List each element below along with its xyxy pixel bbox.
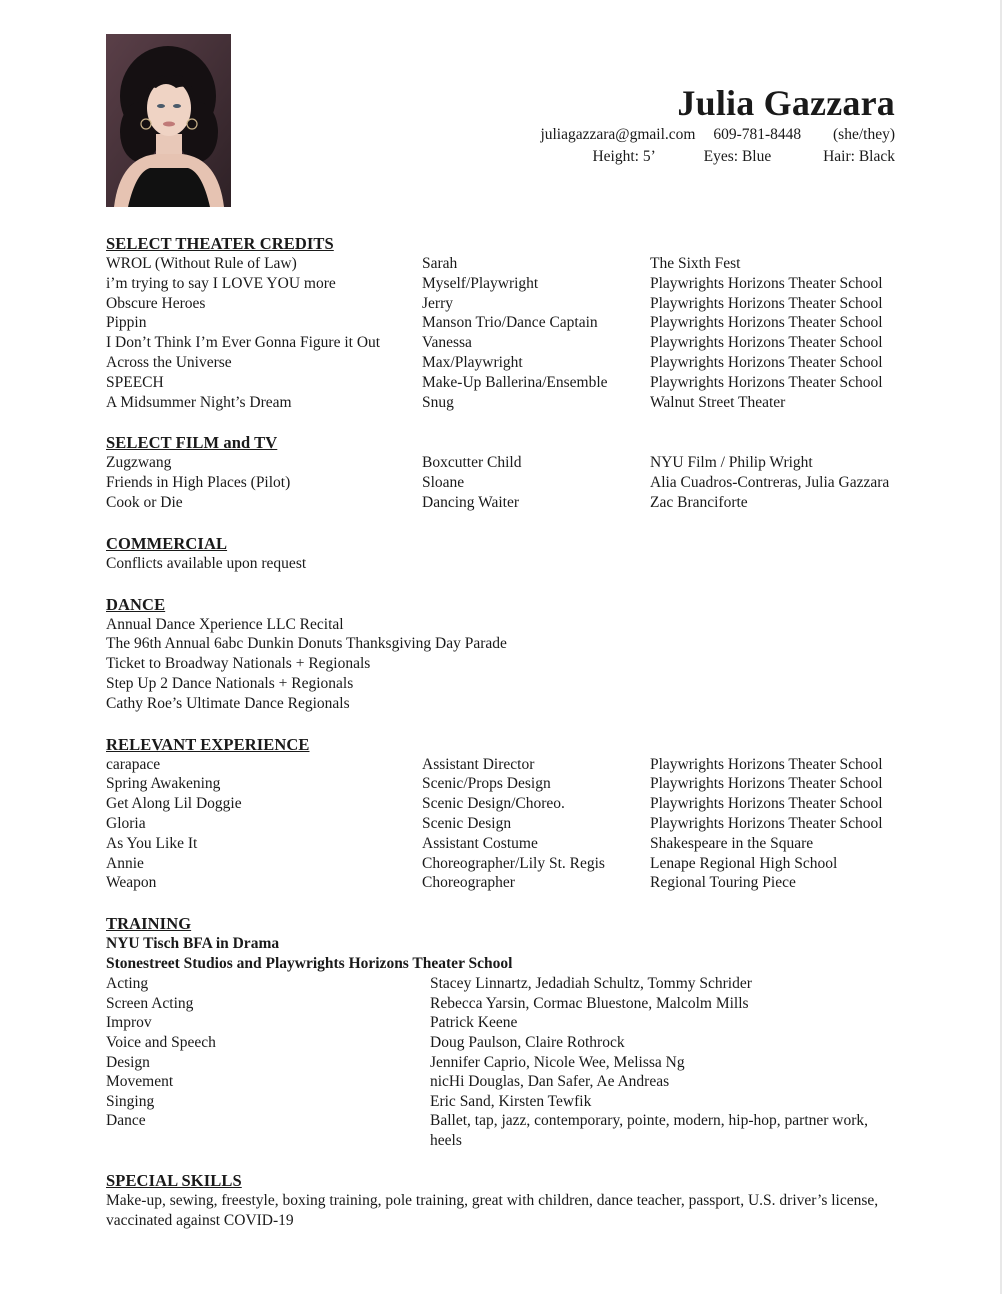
commercial-section (106, 533, 896, 574)
role: Scenic/Props Design (422, 775, 551, 793)
venue: Alia Cuadros-Contreras, Julia Gazzara (650, 474, 890, 492)
venue: Playwrights Horizons Theater School (650, 775, 883, 793)
theater-section (106, 233, 896, 412)
table-row (106, 453, 896, 473)
section-title-training: TRAINING (106, 914, 192, 934)
instructors: Jennifer Caprio, Nicole Wee, Melissa Ng (430, 1053, 685, 1071)
attributes-row (540, 146, 895, 168)
project-title: Friends in High Places (Pilot) (106, 474, 291, 492)
dance-section (106, 594, 896, 714)
role: Boxcutter Child (422, 454, 522, 472)
venue: Walnut Street Theater (650, 393, 786, 411)
headshot-photo (106, 34, 231, 207)
role: Sarah (422, 255, 458, 272)
instructors: Ballet, tap, jazz, contemporary, pointe, modern, hip-hop, partner work, heels (430, 1112, 869, 1149)
table-row (106, 774, 896, 794)
contact-row (540, 124, 895, 146)
role: Scenic Design/Choreo. (422, 795, 565, 813)
role: Snug (422, 393, 454, 411)
list-item: Cathy Roe’s Ultimate Dance Regionals (106, 694, 350, 712)
instructors: Rebecca Yarsin, Cormac Bluestone, Malcolm Mills (430, 994, 749, 1012)
table-row (106, 1013, 896, 1033)
venue: Playwrights Horizons Theater School (650, 274, 883, 292)
section-title-film: SELECT FILM and TV (106, 433, 278, 453)
full-name: Julia Gazzara (677, 83, 895, 123)
project-title: Annie (106, 854, 144, 872)
venue: Regional Touring Piece (650, 874, 796, 892)
venue: The Sixth Fest (650, 255, 741, 272)
role: Dancing Waiter (422, 493, 520, 511)
venue: Playwrights Horizons Theater School (650, 334, 883, 352)
role: Assistant Costume (422, 834, 538, 852)
discipline: Acting (106, 975, 149, 993)
project-title: i’m trying to say I LOVE YOU more (106, 274, 336, 292)
role: Manson Trio/Dance Captain (422, 314, 598, 332)
commercial-text: Conflicts available upon request (106, 554, 307, 572)
list-item: Step Up 2 Dance Nationals + Regionals (106, 674, 354, 692)
role: Sloane (422, 474, 465, 492)
list-item: Annual Dance Xperience LLC Recital (106, 615, 344, 633)
training-school-2: Stonestreet Studios and Playwrights Horizons Theater School (106, 955, 513, 973)
instructors: Stacey Linnartz, Jedadiah Schultz, Tommy Schrider (430, 975, 752, 993)
instructors: nicHi Douglas, Dan Safer, Ae Andreas (430, 1073, 670, 1091)
section-title-skills: SPECIAL SKILLS (106, 1171, 242, 1191)
film-credits-list (106, 453, 896, 512)
phone[interactable]: 609-781-8448 (713, 126, 802, 143)
role: Assistant Director (422, 755, 535, 773)
table-row (106, 254, 896, 274)
table-row (106, 854, 896, 874)
dance-list (106, 615, 896, 714)
role: Make-Up Ballerina/Ensemble (422, 373, 608, 391)
table-row (106, 493, 896, 513)
headshot-image (106, 34, 231, 207)
venue: Playwrights Horizons Theater School (650, 795, 883, 813)
table-row (106, 814, 896, 834)
eyes: Eyes: Blue (703, 148, 772, 165)
pronouns: (she/they) (833, 126, 895, 143)
email[interactable]: juliagazzara@gmail.com (540, 126, 696, 143)
list-item: Ticket to Broadway Nationals + Regionals (106, 655, 371, 673)
film-section (106, 432, 896, 512)
project-title: carapace (106, 755, 161, 773)
table-row (106, 834, 896, 854)
experience-list (106, 755, 896, 894)
venue: Playwrights Horizons Theater School (650, 314, 883, 332)
role: Scenic Design (422, 814, 512, 832)
role: Max/Playwright (422, 353, 523, 371)
venue: Playwrights Horizons Theater School (650, 373, 883, 391)
skills-text: Make-up, sewing, freestyle, boxing training, pole training, great with children, dance teacher, passport, U.S. driver’s license, vaccinated against COVID-19 (106, 1192, 879, 1230)
table-row (106, 794, 896, 814)
discipline: Movement (106, 1073, 174, 1091)
section-title-theater: SELECT THEATER CREDITS (106, 234, 334, 253)
project-title: Spring Awakening (106, 775, 221, 793)
project-title: Pippin (106, 314, 147, 332)
table-row (106, 274, 896, 294)
project-title: As You Like It (106, 834, 198, 852)
table-row (106, 873, 896, 893)
list-item: The 96th Annual 6abc Dunkin Donuts Thanksgiving Day Parade (106, 635, 507, 653)
project-title: A Midsummer Night’s Dream (106, 393, 292, 411)
instructors: Doug Paulson, Claire Rothrock (430, 1033, 625, 1051)
project-title: Get Along Lil Doggie (106, 795, 242, 813)
venue: Zac Branciforte (650, 493, 748, 511)
role: Jerry (422, 294, 453, 312)
discipline: Improv (106, 1014, 152, 1032)
contact-header (540, 82, 895, 168)
project-title: I Don’t Think I’m Ever Gonna Figure it Out (106, 334, 381, 352)
instructors: Eric Sand, Kirsten Tewfik (430, 1092, 592, 1110)
section-title-dance: DANCE (106, 594, 166, 614)
training-section (106, 913, 896, 1150)
table-row (106, 1053, 896, 1073)
role: Myself/Playwright (422, 274, 539, 292)
discipline: Voice and Speech (106, 1033, 216, 1051)
table-row (106, 333, 896, 353)
role: Choreographer/Lily St. Regis (422, 854, 605, 872)
section-title-experience: RELEVANT EXPERIENCE (106, 734, 310, 754)
project-title: Zugzwang (106, 454, 172, 472)
training-list (106, 974, 896, 1150)
venue: Playwrights Horizons Theater School (650, 755, 883, 773)
project-title: Obscure Heroes (106, 294, 206, 312)
venue: NYU Film / Philip Wright (650, 454, 813, 472)
discipline: Singing (106, 1092, 155, 1110)
table-row (106, 974, 896, 994)
table-row (106, 294, 896, 314)
height: Height: 5’ (592, 148, 656, 165)
table-row (106, 473, 896, 493)
table-row (106, 313, 896, 333)
project-title: SPEECH (106, 373, 164, 391)
venue: Playwrights Horizons Theater School (650, 814, 883, 832)
table-row (106, 994, 896, 1014)
skills-section (106, 1170, 896, 1231)
table-row (106, 1111, 896, 1150)
instructors: Patrick Keene (430, 1014, 518, 1032)
table-row (106, 373, 896, 393)
section-title-commercial: COMMERCIAL (106, 533, 228, 553)
discipline: Design (106, 1053, 150, 1071)
role: Vanessa (422, 334, 472, 352)
venue: Playwrights Horizons Theater School (650, 294, 883, 312)
venue: Playwrights Horizons Theater School (650, 353, 883, 371)
venue: Shakespeare in the Square (650, 834, 814, 852)
hair: Hair: Black (823, 148, 895, 165)
discipline: Screen Acting (106, 994, 194, 1012)
table-row (106, 1092, 896, 1112)
project-title: Weapon (106, 874, 157, 892)
project-title: Across the Universe (106, 353, 232, 371)
role: Choreographer (422, 874, 515, 892)
project-title: Cook or Die (106, 493, 183, 511)
table-row (106, 393, 896, 413)
theater-credits-list (106, 254, 896, 412)
project-title: Gloria (106, 814, 146, 832)
venue: Lenape Regional High School (650, 854, 838, 872)
resume-body (106, 233, 896, 1251)
table-row (106, 755, 896, 775)
project-title: WROL (Without Rule of Law) (106, 255, 297, 272)
table-row (106, 1033, 896, 1053)
discipline: Dance (106, 1112, 146, 1130)
training-school-1: NYU Tisch BFA in Drama (106, 935, 280, 953)
table-row (106, 1072, 896, 1092)
table-row (106, 353, 896, 373)
experience-section (106, 734, 896, 894)
